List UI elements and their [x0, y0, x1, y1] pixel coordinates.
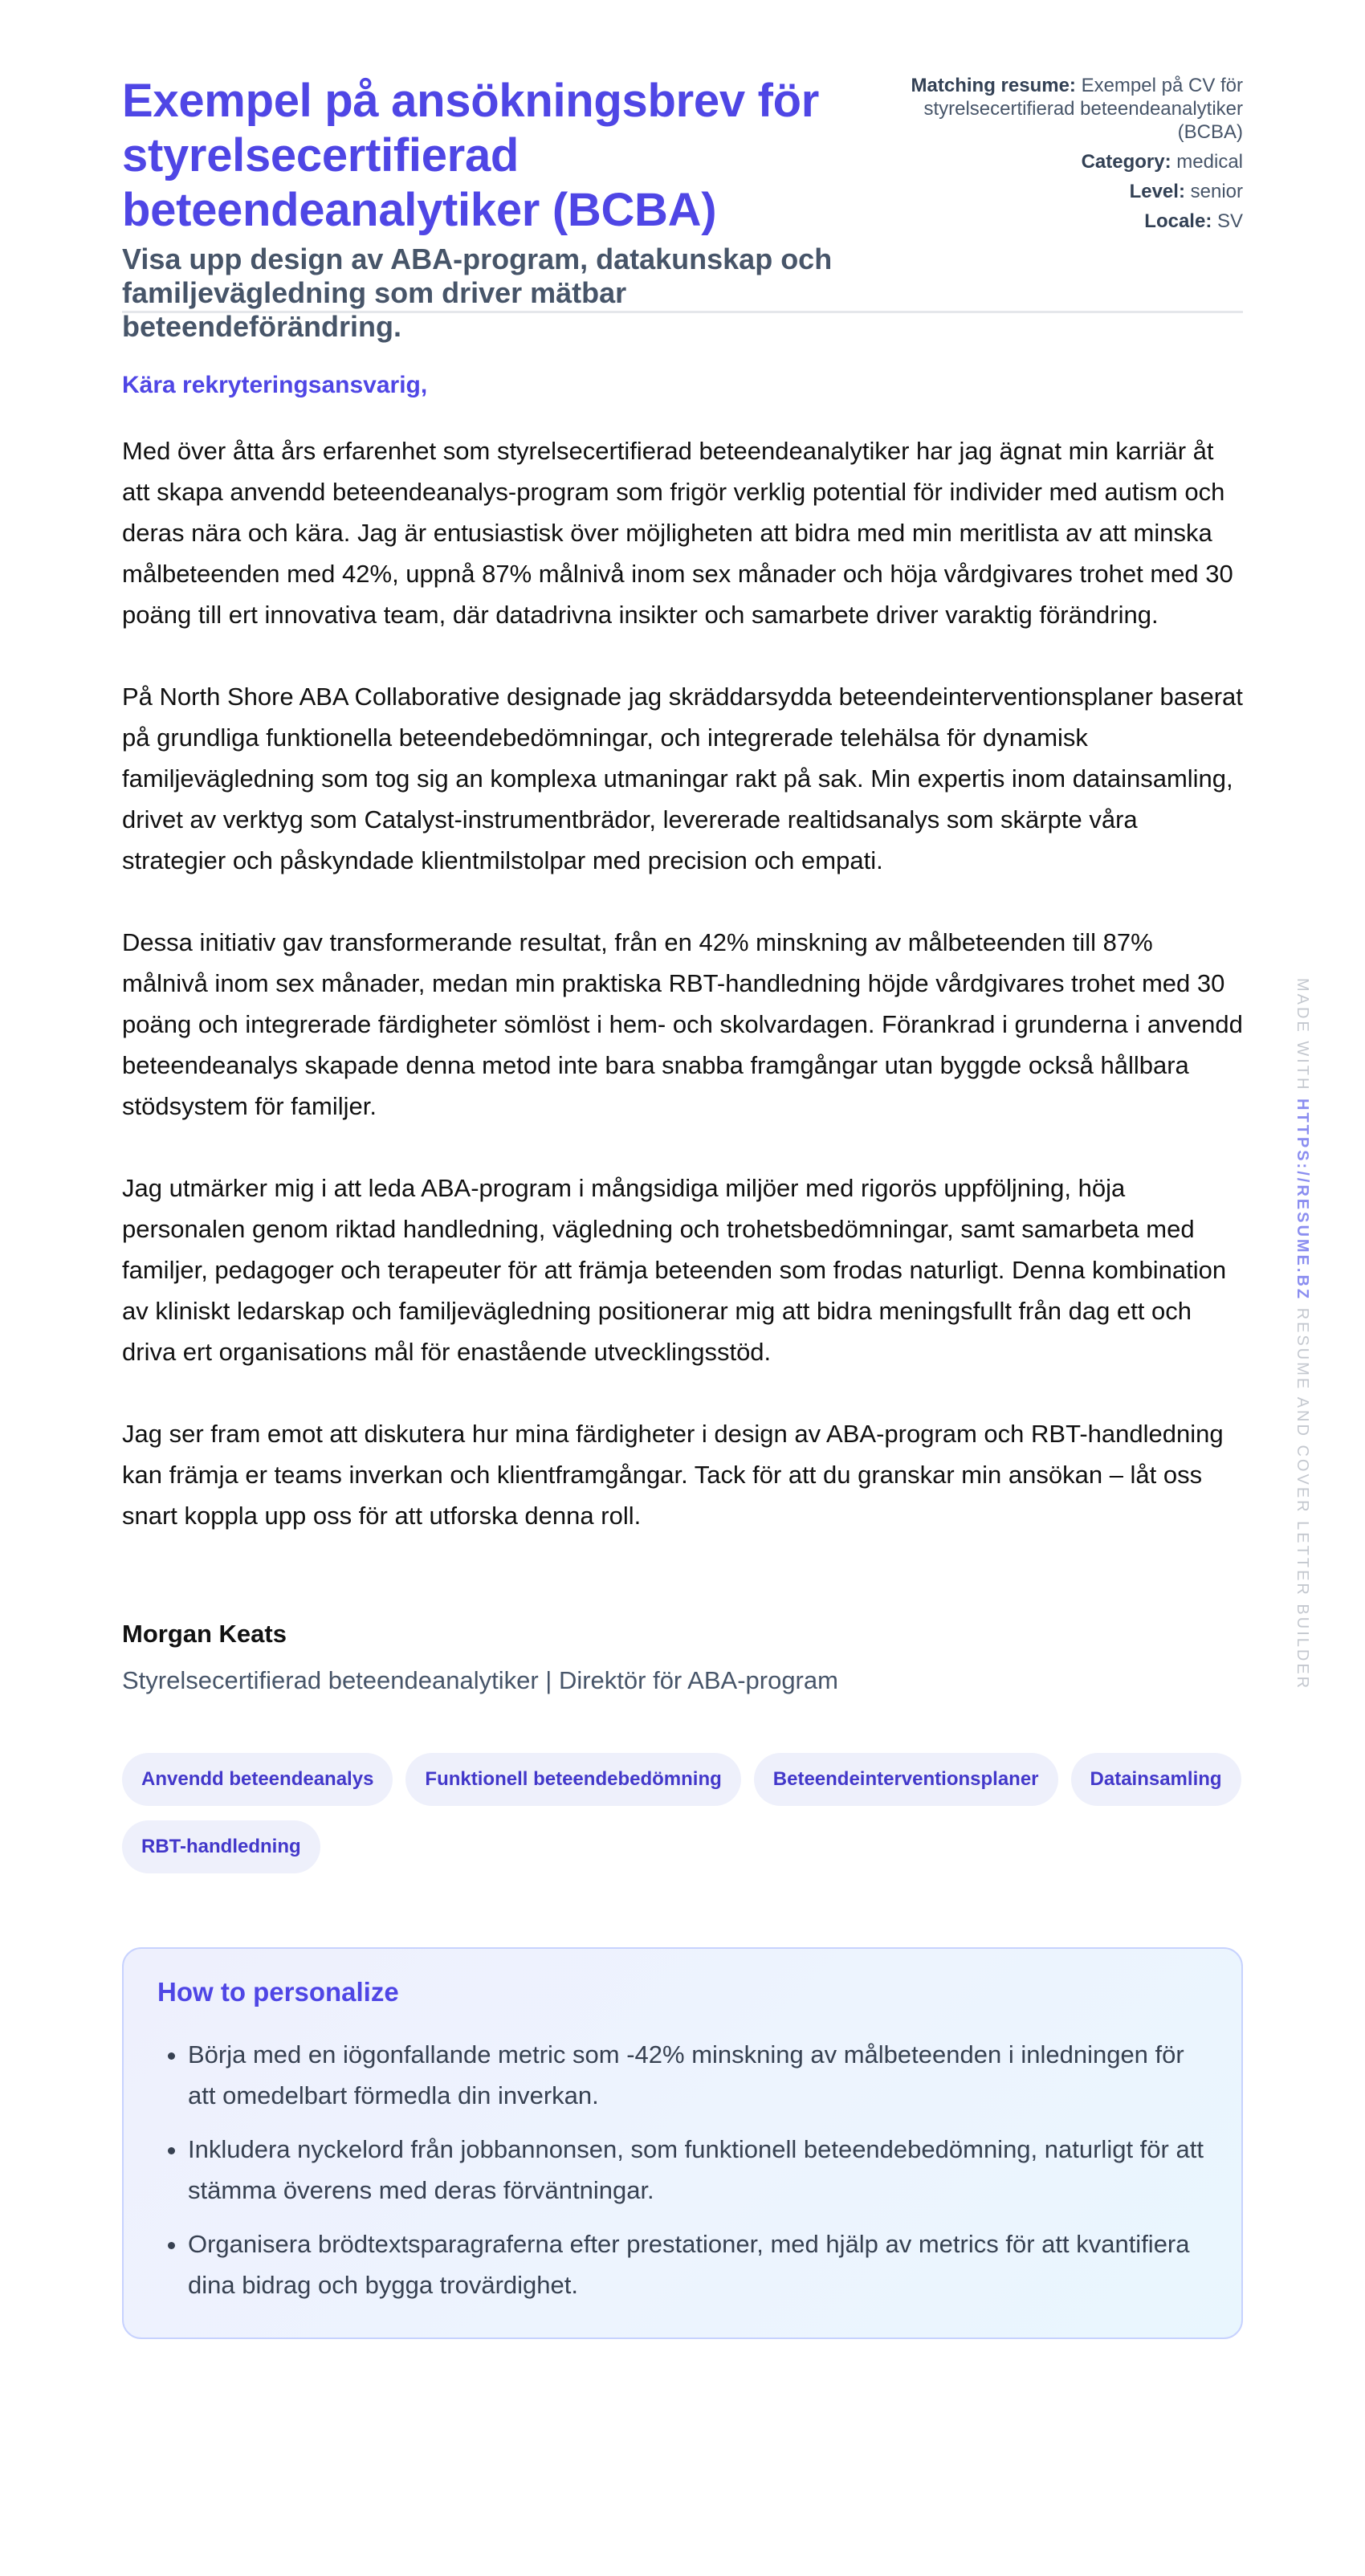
personalize-tips-box: [122, 1947, 1243, 2339]
side-credit-prefix: MADE WITH: [1294, 978, 1311, 1092]
side-credit-link[interactable]: HTTPS://RESUME.BZ: [1294, 1098, 1311, 1302]
meta-matching-resume-label: Matching resume:: [911, 75, 1076, 96]
letter-paragraph: Med över åtta års erfarenhet som styrelsecertifierad beteendeanalytiker har jag ägnat min karriär åt att skapa anvendd beteendeanalys-program som frigör verklig potential för individer med autism och deras nära och kära. Jag är entusiastisk över möjligheten att bidra med min meritlista av att minska målbeteenden med 42%, uppnå 87% målnivå inom sex månader och höja vårdgivares trohet med 30 poäng till ert innovativa team, där datadrivna insikter och samarbete driver varaktig förändring.: [122, 437, 1233, 629]
skill-tag: Datainsamling: [1071, 1753, 1241, 1806]
skill-tags: [122, 1753, 1243, 1873]
page-subtitle: Visa upp design av ABA-program, datakunskap och familjevägledning som driver mätbar beteendeförändring.: [122, 243, 833, 343]
letter-paragraph: Jag ser fram emot att diskutera hur mina färdigheter i design av ABA-program och RBT-handledning kan främja er teams inverkan och klientframgångar. Tack för att du granskar min ansökan – låt oss snart koppla upp oss för att utforska denna roll.: [122, 1420, 1224, 1530]
meta-category-label: Category:: [1081, 151, 1171, 173]
letter-paragraph: På North Shore ABA Collaborative designade jag skräddarsydda beteendeinterventionsplaner baserat på grundliga funktionella beteendebedömningar, och integrerade telehälsa för dynamisk familjevägledning som tog sig an komplexa utmaningar rakt på sak. Min expertis inom datainsamling, drivet av verktyg som Catalyst-instrumentbrädor, levererade realtidsanalys som skärpte våra strategier och påskyndade klientmilstolpar med precision och empati.: [122, 683, 1243, 874]
side-credit: [1293, 978, 1312, 1690]
meta-category: [906, 150, 1243, 173]
meta-level: [906, 180, 1243, 203]
skill-tag: Beteendeinterventionsplaner: [754, 1753, 1058, 1806]
skill-tag: Anvendd beteendeanalys: [122, 1753, 393, 1806]
signature-block: [122, 1618, 1243, 1697]
letter-paragraph: Jag utmärker mig i att leda ABA-program i mångsidiga miljöer med rigorös uppföljning, höja personalen genom riktad handledning, vägledning och trohetsbedömningar, samt samarbeta med familjer, pedagoger och terapeuter för att främja beteenden som frodas naturligt. Denna kombination av kliniskt ledarskap och familjevägledning positionerar mig att bidra meningsfullt från dag ett och driva ert organisations mål för enastående utvecklingsstöd.: [122, 1174, 1227, 1366]
tips-list-item: • Inkludera nyckelord från jobbannonsen, som funktionell beteendebedömning, naturligt för att stämma överens med deras förväntningar.: [188, 2129, 1208, 2211]
tips-heading: How to personalize: [157, 1977, 399, 2007]
tips-list-item: • Börja med en iögonfallande metric som -42% minskning av målbeteenden i inledningen för att omedelbart förmedla din inverkan.: [188, 2034, 1208, 2116]
meta-category-value: medical: [1176, 151, 1243, 173]
signature-name: Morgan Keats: [122, 1620, 287, 1648]
meta-matching-resume: [906, 74, 1243, 144]
letter-paragraph: Dessa initiativ gav transformerande resultat, från en 42% minskning av målbeteenden till 87% målnivå inom sex månader, medan min praktiska RBT-handledning höjde vårdgivares trohet med 30 poäng och integrerade färdigheter sömlöst i hem- och skolvardagen. Förankrad i grunderna i anvendd beteendeanalys skapade denna metod inte bara snabba framgångar utan byggde också hållbara stödsystem för familjer.: [122, 928, 1243, 1120]
meta-locale-label: Locale:: [1144, 210, 1212, 232]
page-title: Exempel på ansökningsbrev för styrelsecertifierad beteendeanalytiker (BCBA): [122, 75, 820, 236]
meta-matching-resume-value: Exempel på CV för styrelsecertifierad beteendeanalytiker (BCBA): [923, 75, 1243, 143]
skill-tag: Funktionell beteendebedömning: [405, 1753, 740, 1806]
meta-locale-value: SV: [1216, 210, 1243, 232]
meta-panel: [906, 74, 1243, 239]
letter-greeting: Kära rekryteringsansvarig,: [122, 372, 428, 398]
meta-level-value: senior: [1190, 181, 1243, 202]
tips-list-item: • Organisera brödtextsparagraferna efter prestationer, med hjälp av metrics för att kvantifiera dina bidrag och bygga trovärdighet.: [188, 2223, 1208, 2305]
side-credit-suffix: RESUME AND COVER LETTER BUILDER: [1294, 1307, 1311, 1691]
skill-tag: RBT-handledning: [122, 1820, 320, 1873]
meta-locale: [906, 210, 1243, 233]
meta-level-label: Level:: [1129, 181, 1185, 202]
letter-body: [122, 430, 1243, 1536]
page-header: [122, 0, 1243, 343]
cover-letter-page: [122, 0, 1243, 2339]
signature-title: Styrelsecertifierad beteendeanalytiker | Direktör för ABA-program: [122, 1666, 838, 1694]
tips-list: [157, 2034, 1208, 2305]
